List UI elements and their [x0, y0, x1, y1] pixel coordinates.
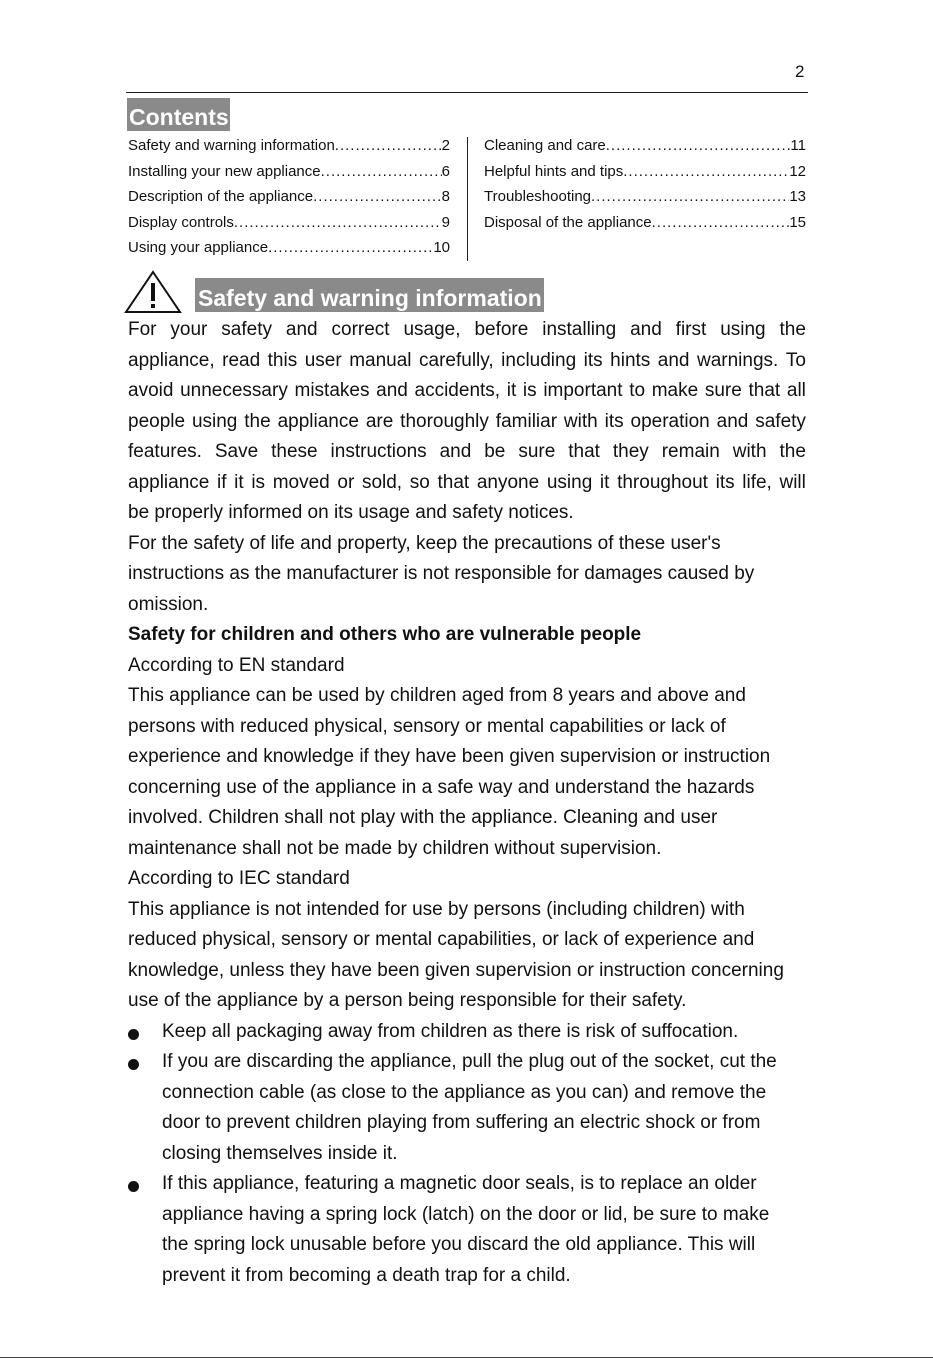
- iec-standard-label: According to IEC standard: [128, 868, 350, 889]
- word: this: [267, 349, 298, 371]
- toc-entry-page: 8: [441, 188, 450, 205]
- word: remain: [661, 441, 720, 462]
- word: or: [337, 471, 355, 493]
- word: mistakes: [294, 380, 370, 401]
- text-line: knowledge, unless they have been given supervision or instruction concerning: [128, 959, 784, 981]
- word: it: [506, 380, 517, 401]
- text-line: prevent it from becoming a death trap for a child.: [162, 1264, 571, 1286]
- contents-heading: Contents: [127, 98, 230, 131]
- section-body: [128, 315, 806, 1291]
- word: For: [128, 319, 157, 340]
- toc-leader-dots: [591, 188, 789, 205]
- toc-entry-page: 11: [790, 137, 806, 154]
- word: using: [546, 471, 593, 493]
- word: they: [612, 441, 649, 462]
- word: and: [285, 319, 318, 340]
- children-safety-subheading: Safety for children and others who are vulnerable people: [128, 624, 642, 645]
- text-line: be properly informed on its usage and safety notices.: [128, 502, 574, 523]
- word: warnings.: [697, 349, 779, 371]
- list-item: [128, 1047, 806, 1169]
- word: unnecessary: [180, 380, 288, 401]
- text-line: concerning use of the appliance in a safe way and understand the hazards: [128, 776, 755, 798]
- header-rule: [126, 92, 808, 93]
- toc-entry[interactable]: [128, 239, 450, 265]
- word: moved: [272, 471, 330, 493]
- toc-leader-dots: [623, 163, 789, 180]
- text-line: This appliance can be used by children aged from 8 years and above and: [128, 685, 746, 706]
- toc-entry[interactable]: [484, 188, 806, 214]
- word: correct: [331, 319, 390, 340]
- word: so: [409, 471, 430, 493]
- word: hints: [610, 349, 651, 371]
- toc-entry[interactable]: [484, 214, 806, 240]
- word: all: [786, 380, 806, 401]
- text-line: For the safety of life and property, keep the precautions of these user's: [128, 532, 721, 554]
- text-line: instructions as the manufacturer is not responsible for damages caused by: [128, 563, 755, 584]
- warning-icon: [124, 270, 182, 314]
- toc-entry[interactable]: [128, 163, 450, 189]
- toc-entry-title: Description of the appliance: [128, 188, 314, 205]
- toc-leader-dots: [234, 214, 442, 231]
- word: Save: [214, 441, 259, 462]
- text-line: If you are discarding the appliance, pull the plug out of the socket, cut the: [162, 1051, 777, 1072]
- text-line: [128, 376, 806, 407]
- toc-entry-page: 13: [789, 188, 806, 205]
- text-line: closing themselves inside it.: [162, 1142, 398, 1164]
- iec-standard-paragraph: [128, 895, 806, 1017]
- word: user: [304, 349, 342, 371]
- text-line: This appliance is not intended for use by persons (including children) with: [128, 898, 745, 920]
- text-line: [128, 468, 806, 499]
- toc-entry-page: 6: [441, 162, 450, 180]
- word: its: [583, 349, 603, 371]
- toc-entry[interactable]: [484, 163, 806, 189]
- toc-leader-dots: [652, 214, 790, 231]
- word: important: [543, 380, 623, 401]
- word: appliance: [128, 471, 210, 493]
- word: and: [630, 319, 662, 340]
- word: make: [651, 380, 699, 401]
- word: life,: [742, 471, 772, 493]
- word: operation: [630, 410, 710, 432]
- toc-entry-title: Installing your new appliance: [128, 162, 321, 180]
- word: installing: [542, 319, 617, 340]
- word: To: [785, 349, 806, 371]
- toc-entry[interactable]: [128, 137, 450, 163]
- word: that: [748, 380, 781, 401]
- text-line: [128, 315, 806, 346]
- text-line: If this appliance, featuring a magnetic door seals, is to replace an older: [162, 1173, 757, 1194]
- word: familiar: [495, 410, 558, 432]
- text-line: maintenance shall not be made by children without supervision.: [128, 837, 662, 859]
- toc-divider: [467, 137, 468, 261]
- word: that: [437, 471, 470, 493]
- text-line: use of the appliance by a person being responsible for their safety.: [128, 990, 687, 1011]
- footer-rule: [0, 1357, 933, 1358]
- toc-leader-dots: [606, 137, 791, 154]
- word: is: [522, 380, 537, 401]
- word: is: [251, 471, 266, 493]
- word: with: [563, 410, 598, 432]
- bullet-icon: [128, 1181, 139, 1192]
- word: usage,: [403, 319, 461, 340]
- word: sold,: [361, 471, 403, 493]
- en-standard-paragraph: [128, 681, 806, 864]
- word: throughout: [617, 471, 708, 493]
- toc-leader-dots: [335, 137, 442, 154]
- word: its: [604, 410, 624, 432]
- toc-entry-title: Display controls: [128, 213, 234, 231]
- toc-entry[interactable]: [484, 137, 806, 163]
- word: and: [716, 410, 749, 432]
- toc-leader-dots: [268, 239, 433, 256]
- word: sure: [518, 441, 556, 462]
- word: appliance: [277, 410, 359, 432]
- text-line: appliance having a spring lock (latch) on the door or lid, be sure to make: [162, 1203, 770, 1225]
- word: if: [217, 471, 227, 493]
- word: are: [365, 410, 394, 432]
- word: anyone: [476, 471, 540, 493]
- toc-entry-title: Using your appliance: [128, 239, 269, 256]
- toc-entry-page: 12: [789, 162, 806, 180]
- word: appliance,: [128, 349, 215, 371]
- word: read: [222, 349, 261, 371]
- toc-entry-page: 9: [441, 213, 450, 231]
- safety-bullet-list: [128, 1017, 806, 1292]
- word: accidents,: [414, 380, 501, 401]
- toc-entry-page: 2: [441, 137, 450, 154]
- word: your: [170, 319, 208, 340]
- word: carefully,: [419, 349, 494, 371]
- text-line: connection cable (as close to the appliance as you can) and remove the: [162, 1081, 767, 1103]
- bullet-icon: [128, 1029, 139, 1040]
- toc-entry-title: Safety and warning information: [128, 137, 335, 154]
- toc-leader-dots: [313, 188, 442, 205]
- word: the: [244, 410, 271, 432]
- en-standard-label: According to EN standard: [128, 654, 345, 676]
- word: people: [128, 410, 186, 432]
- word: before: [474, 319, 529, 340]
- word: safety: [755, 410, 806, 432]
- intro-paragraph: [128, 315, 806, 529]
- word: using: [191, 410, 238, 432]
- word: instructions: [330, 441, 427, 462]
- page-number: 2: [795, 62, 805, 81]
- text-line: omission.: [128, 593, 209, 615]
- text-line: involved. Children shall not play with the appliance. Cleaning and user: [128, 807, 718, 828]
- word: safety: [221, 319, 272, 340]
- text-line: experience and knowledge if they have been given supervision or instruction: [128, 746, 771, 767]
- word: to: [629, 380, 646, 401]
- word: the: [779, 319, 806, 340]
- word: first: [675, 319, 707, 340]
- text-line: the spring lock unusable before you discard the old appliance. This will: [162, 1234, 756, 1255]
- toc-entry[interactable]: [128, 214, 450, 240]
- word: and: [439, 441, 472, 462]
- text-line: persons with reduced physical, sensory or mental capabilities or lack of: [128, 715, 726, 737]
- toc-entry-page: 15: [789, 213, 806, 231]
- word: it: [234, 471, 244, 493]
- text-line: reduced physical, sensory or mental capabilities, or lack of experience and: [128, 929, 755, 950]
- text-line: [128, 407, 806, 438]
- toc-entry-title: Cleaning and care: [484, 137, 606, 154]
- word: it: [599, 471, 610, 493]
- word: sure: [704, 380, 742, 401]
- toc-entry-title: Disposal of the appliance: [484, 213, 652, 231]
- word: that: [568, 441, 600, 462]
- word: its: [715, 471, 735, 493]
- word: with: [732, 441, 767, 462]
- text-line: Keep all packaging away from children as there is risk of suffocation.: [162, 1020, 739, 1042]
- text-line: door to prevent children playing from suffering an electric shock or from: [162, 1112, 761, 1133]
- word: using: [720, 319, 766, 340]
- word: these: [271, 441, 318, 462]
- word: thoroughly: [400, 410, 489, 432]
- word: including: [501, 349, 577, 371]
- property-paragraph: [128, 529, 806, 621]
- list-item: [128, 1017, 806, 1048]
- text-line: [128, 346, 806, 377]
- toc-entry[interactable]: [128, 188, 450, 214]
- toc-entry-page: 10: [433, 239, 450, 256]
- word: and: [376, 380, 408, 401]
- word: avoid: [128, 380, 174, 401]
- toc-left-column: [128, 137, 450, 265]
- toc-leader-dots: [321, 163, 442, 180]
- toc-entry-title: Troubleshooting: [484, 188, 592, 205]
- section-heading: Safety and warning information: [195, 278, 544, 312]
- word: the: [779, 441, 806, 462]
- word: features.: [128, 441, 202, 462]
- list-item: [128, 1169, 806, 1291]
- toc-right-column: [484, 137, 806, 239]
- text-line: [128, 437, 806, 468]
- word: be: [484, 441, 506, 462]
- word: will: [779, 471, 806, 493]
- bullet-icon: [128, 1059, 139, 1070]
- word: and: [657, 349, 690, 371]
- word: manual: [349, 349, 412, 371]
- toc-entry-title: Helpful hints and tips: [484, 162, 624, 180]
